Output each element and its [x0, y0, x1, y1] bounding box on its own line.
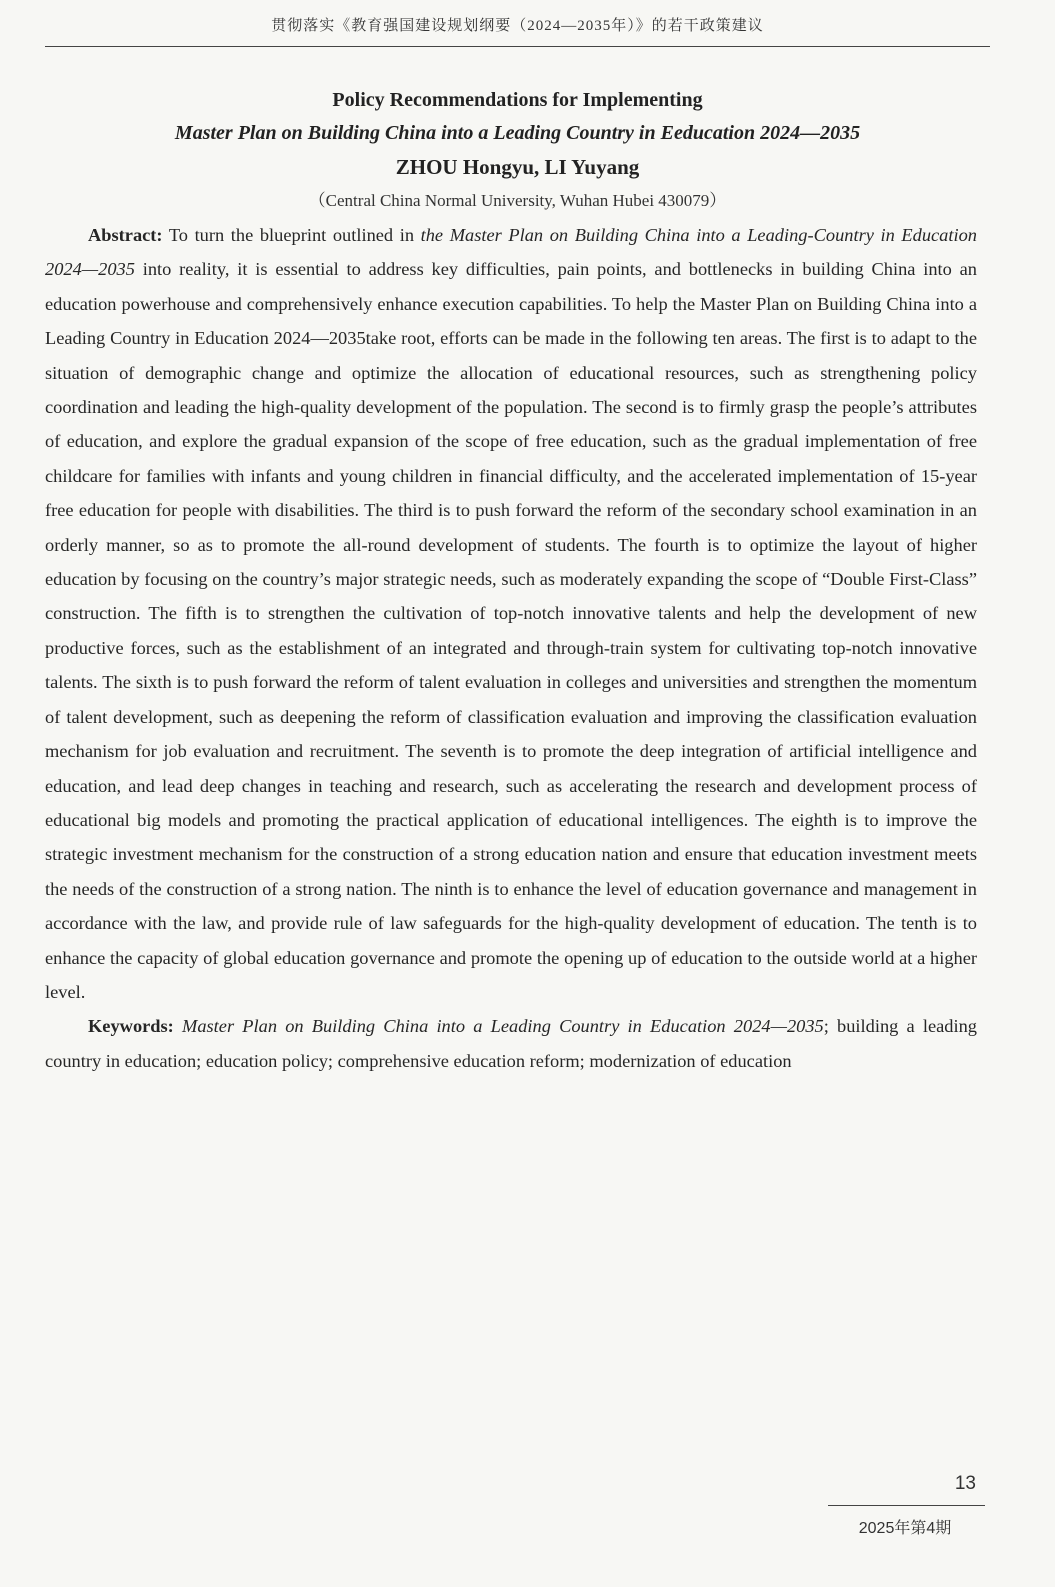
abstract-plan-title: the Master Plan on Building China into a Leading-Country in Education 2024—2035: [45, 225, 977, 280]
abstract-lead: To turn the blueprint outlined in: [162, 225, 421, 245]
abstract-paragraph: [45, 218, 977, 1009]
keywords-plan-title: Master Plan on Building China into a Leading Country in Education 2024—2035: [173, 1016, 824, 1037]
keywords-label: Keywords:: [88, 1016, 174, 1037]
abstract-label: Abstract:: [88, 225, 163, 245]
keywords-paragraph: [45, 1009, 977, 1078]
title-block: [45, 84, 990, 216]
page-number: 13: [954, 1473, 976, 1494]
article-subtitle: Master Plan on Building China into a Leading Country in Eeducation 2024—2035: [174, 122, 861, 144]
article-authors: ZHOU Hongyu, LI Yuyang: [395, 155, 640, 179]
article-body: [45, 218, 977, 1078]
footer-rule: [828, 1505, 985, 1506]
header-rule: [45, 46, 990, 47]
keywords-text: ; building a leading country in education; education policy; comprehensive education reform; modernization of education: [45, 1016, 977, 1071]
issue-label: 2025年第4期: [858, 1520, 952, 1537]
abstract-text: into reality, it is essential to address key difficulties, pain points, and bottlenecks in building China into an education powerhouse and comprehensively enhance execution capabilities. To help the Master Plan on Building China into a Leading Country in Education 2024—2035take root, efforts can be made in the following ten areas. The first is to adapt to the situation of demographic change and optimize the allocation of educational resources, such as strengthening policy coordination and leading the high-quality development of the population. The second is to firmly grasp the people’s attributes of education, and explore the gradual expansion of the scope of free education, such as the gradual implementation of free childcare for families with infants and young children in financial difficulty, and the accelerated implementation of 15-year free education for people with disabilities. The third is to push forward the reform of the secondary school examination in an orderly manner, so as to promote the all-round development of students. The fourth is to optimize the layout of higher education by focusing on the country’s major strategic needs, such as moderately expanding the scope of “Double First-Class” construction. The fifth is to strengthen the cultivation of top-notch innovative talents and help the development of new productive forces, such as the establishment of an integrated and through-train system for cultivating top-notch innovative talents. The sixth is to push forward the reform of talent evaluation in colleges and universities and strengthen the momentum of talent development, such as deepening the reform of classification evaluation and improving the classification evaluation mechanism for job evaluation and recruitment. The seventh is to promote the deep integration of artificial intelligence and education, and lead deep changes in teaching and research, such as accelerating the research and development process of educational big models and promoting the practical application of educational intelligences. The eighth is to improve the strategic investment mechanism for the construction of a strong education nation and ensure that education investment meets the needs of the construction of a strong nation. The ninth is to enhance the level of education governance and management in accordance with the law, and provide rule of law safeguards for the high-quality development of education. The tenth is to enhance the capacity of global education governance and promote the opening up of education to the outside world at a higher level.: [45, 259, 977, 1002]
article-title: Policy Recommendations for Implementing: [332, 89, 703, 111]
running-header: 贯彻落实《教育强国建设规划纲要（2024—2035年）》的若干政策建议: [271, 18, 764, 34]
article-affiliation: （Central China Normal University, Wuhan Hubei 430079）: [308, 191, 727, 210]
